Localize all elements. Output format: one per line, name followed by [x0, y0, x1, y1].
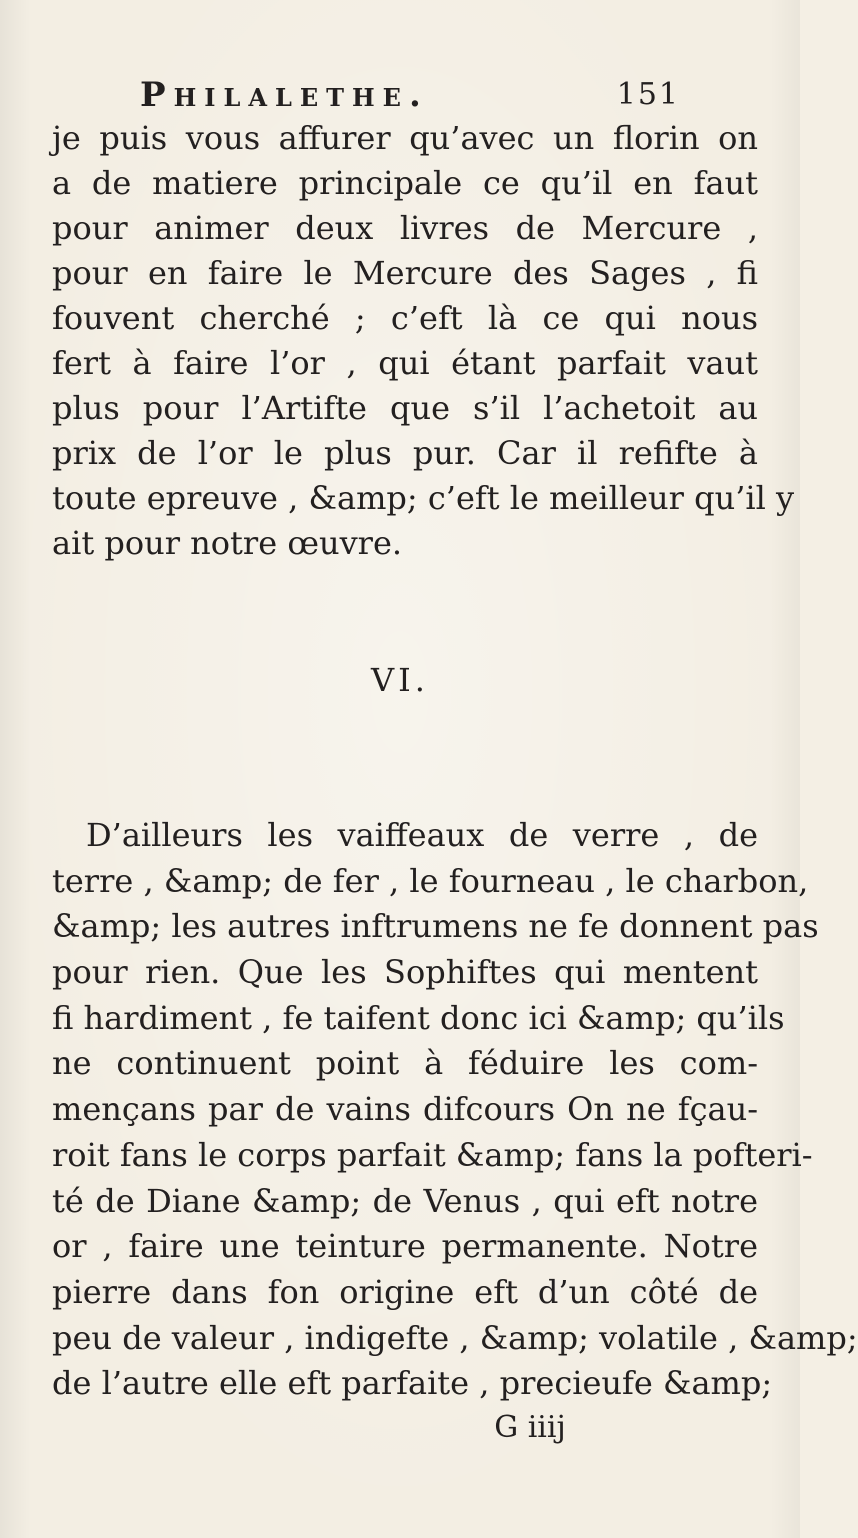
text-line: ait pour notre œuvre. [52, 524, 403, 562]
text-line: a de matiere principale ce qu’il en faut [52, 164, 758, 202]
text-line: pour en faire le Mercure des Sages , fi [52, 254, 758, 292]
paragraph-2 [52, 813, 858, 1407]
text-line: fert à faire l’or , qui étant parfait vaut [52, 344, 758, 382]
page-number: 151 [616, 77, 680, 112]
text-line: fi hardiment , fe taifent donc ici &amp; qu’ils [52, 998, 785, 1037]
text-line: de l’autre elle eft parfaite , precieufe &amp; [52, 1364, 773, 1403]
text-line: &amp; les autres inftrumens ne fe donnent pas [52, 907, 819, 946]
text-line: pour rien. Que les Sophiftes qui mentent [52, 953, 758, 992]
text-line: or , faire une teinture permanente. Notre [52, 1227, 758, 1266]
text-line: peu de valeur , indigefte , &amp; volatile , &amp; [52, 1318, 858, 1357]
text-line: ne continuent point à féduire les com- [52, 1044, 758, 1083]
text-line: roit fans le corps parfait &amp; fans la pofteri- [52, 1135, 813, 1174]
signature-mark: G iiij [494, 1410, 566, 1445]
text-line: terre , &amp; de fer , le fourneau , le charbon, [52, 861, 809, 900]
text-line: je puis vous affurer qu’avec un florin on [52, 119, 758, 157]
text-line: pour animer deux livres de Mercure , [52, 209, 758, 247]
text-line: pierre dans fon origine eft d’un côté de [52, 1272, 758, 1311]
page-header [140, 70, 680, 120]
text-line: toute epreuve , &amp; c’eft le meilleur qu’il y [52, 479, 795, 517]
running-head: Philalethe. [140, 75, 429, 115]
text-line: té de Diane &amp; de Venus , qui eft notre [52, 1181, 758, 1220]
text-line: mençans par de vains difcours On ne fçau- [52, 1090, 758, 1129]
text-line: fouvent cherché ; c’eft là ce qui nous [52, 299, 758, 337]
section-number: VI. [371, 661, 429, 699]
text-line: D’ailleurs les vaiffeaux de verre , de [86, 816, 758, 854]
text-line: prix de l’or le plus pur. Car il refifte à [52, 434, 758, 472]
paragraph-1 [52, 116, 795, 566]
text-line: plus pour l’Artifte que s’il l’achetoit au [52, 389, 758, 427]
